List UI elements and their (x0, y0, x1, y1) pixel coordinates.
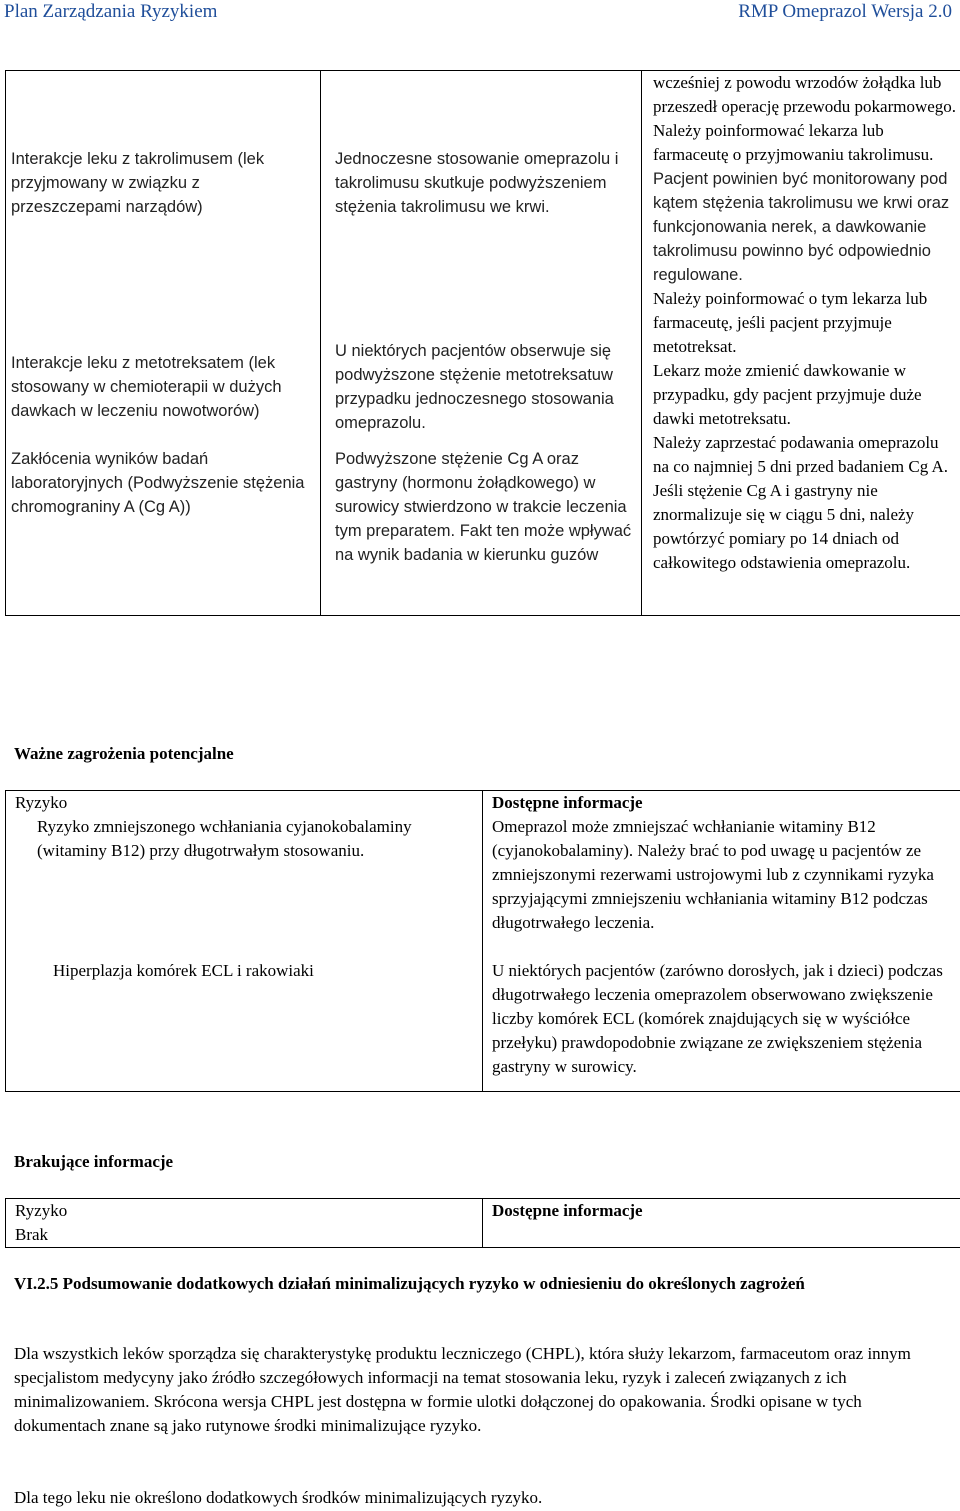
section-paragraph-no-additional: Dla tego leku nie określono dodatkowych środków minimalizujących ryzyko. (14, 1488, 543, 1507)
missing-risk-cell (6, 1199, 483, 1248)
potential-info-b12: Omeprazol może zmniejszać wchłanianie witaminy B12 (cyjanokobalaminy). Należy brać to pod uwagę u pacjentów ze zmniejszonymi rezerwami ustrojowymi lub z czynnikami ryzyka sprzyjającymi zmniejszeniu wchłaniania witaminy B12 podczas długotrwałego leczenia. (492, 817, 934, 932)
risk-lab-interference: Zakłócenia wyników badań laboratoryjnych (Podwyższenie stężenia chromograniny A (Cg A)) (11, 450, 305, 516)
potential-risk-b12: Ryzyko zmniejszonego wchłaniania cyjanokobalaminy (witaminy B12) przy długotrwałym stosowaniu. (37, 817, 412, 860)
section-title: VI.2.5 Podsumowanie dodatkowych działań minimalizujących ryzyko w odniesieniu do określonych zagrożeń (14, 1274, 805, 1293)
missing-info-cell (483, 1199, 960, 1248)
risk-column-cell (6, 71, 321, 616)
potential-info-ecl: U niektórych pacjentów (zarówno dorosłych, jak i dzieci) podczas długotrwałego leczenia omeprazolem obserwowano zwiększenie liczby komórek ECL (komórek znajdujących się w wyściółce przełyku) prawdopodobnie związane ze zwiększeniem stężenia gastryny w surowicy. (492, 961, 943, 1076)
col-header-info: Dostępne informacje (492, 1201, 643, 1220)
desc-lab-interference: Podwyższone stężenie Cg A oraz gastryny (hormonu żołądkowego) w surowicy stwierdzono w trakcie leczenia tym preparatem. Fakt ten może wpływać na wynik badania w kierunku guzów (335, 450, 632, 564)
description-column-cell (321, 71, 642, 616)
header-document-title: Plan Zarządzania Ryzykiem (4, 1, 218, 22)
table-row (6, 71, 960, 616)
page-header (0, 0, 960, 26)
col-header-risk: Ryzyko (15, 1201, 68, 1220)
col-header-risk: Ryzyko (15, 793, 68, 812)
potential-risk-ecl: Hiperplazja komórek ECL i rakowiaki (53, 961, 314, 980)
missing-risk-none: Brak (15, 1225, 49, 1244)
potential-info-cell (483, 791, 960, 1092)
table-row (6, 791, 960, 1092)
advice-stop-before-cga: Należy zaprzestać podawania omeprazolu na co najmniej 5 dni przed badaniem Cg A. Jeśli stężenie Cg A i gastryny nie znormalizuje się w ciągu 5 dni, należy powtórzyć pomiary po 14 dniach od całkowitego odstawienia omeprazolu. (653, 433, 949, 572)
col-header-info: Dostępne informacje (492, 793, 643, 812)
potential-risks-table (5, 790, 960, 1092)
table-row (6, 1199, 960, 1248)
desc-methotrexate: U niektórych pacjentów obserwuje się podwyższone stężenie metotreksatuw przypadku jednoczesnego stosowania omeprazolu. (335, 342, 614, 432)
potential-risks-heading: Ważne zagrożenia potencjalne (14, 744, 234, 763)
advice-inform-tacrolimus: Należy poinformować lekarza lub farmaceutę o przyjmowaniu takrolimusu. (653, 121, 934, 164)
risk-tacrolimus: Interakcje leku z takrolimusem (lek przyjmowany w związku z przeszczepami narządów) (11, 150, 265, 216)
advice-inform-methotrexate: Należy poinformować o tym lekarza lub farmaceutę, jeśli pacjent przyjmuje metotreksat. (653, 289, 928, 356)
section-paragraph-smpc: Dla wszystkich leków sporządza się charakterystykę produktu leczniczego (CHPL), która służy lekarzom, farmaceutom oraz innym specjalistom medycyny jako źródło szczegółowych informacji na temat stosowania leku, ryzyk i zaleceń związanych z ich minimalizowaniem. Skrócona wersja CHPL jest dostępna w formie ulotki dołączonej do opakowania. Środki opisane w tych dokumentach znane są jako rutynowe środki minimalizujące ryzyko. (14, 1344, 911, 1435)
advice-ulcer-continuation: wcześniej z powodu wrzodów żołądka lub przeszedł operację przewodu pokarmowego. (653, 73, 957, 116)
desc-tacrolimus: Jednoczesne stosowanie omeprazolu i takrolimusu skutkuje podwyższeniem stężenia takrolimusu we krwi. (335, 150, 619, 216)
header-version: RMP Omeprazol Wersja 2.0 (738, 1, 952, 22)
advice-monitor-tacrolimus: Pacjent powinien być monitorowany pod kątem stężenia takrolimusu we krwi oraz funkcjonowania nerek, a dawkowanie takrolimusu powinno być odpowiednio regulowane. (653, 170, 950, 284)
risk-methotrexate: Interakcje leku z metotreksatem (lek stosowany w chemioterapii w dużych dawkach w leczeniu nowotworów) (11, 354, 282, 420)
missing-info-heading: Brakujące informacje (14, 1152, 174, 1171)
interactions-table (5, 70, 960, 616)
missing-info-table (5, 1198, 960, 1248)
potential-risk-cell (6, 791, 483, 1092)
advice-column-cell (642, 71, 960, 616)
advice-dose-methotrexate: Lekarz może zmienić dawkowanie w przypadku, gdy pacjent przyjmuje duże dawki metotreksatu. (653, 361, 922, 428)
